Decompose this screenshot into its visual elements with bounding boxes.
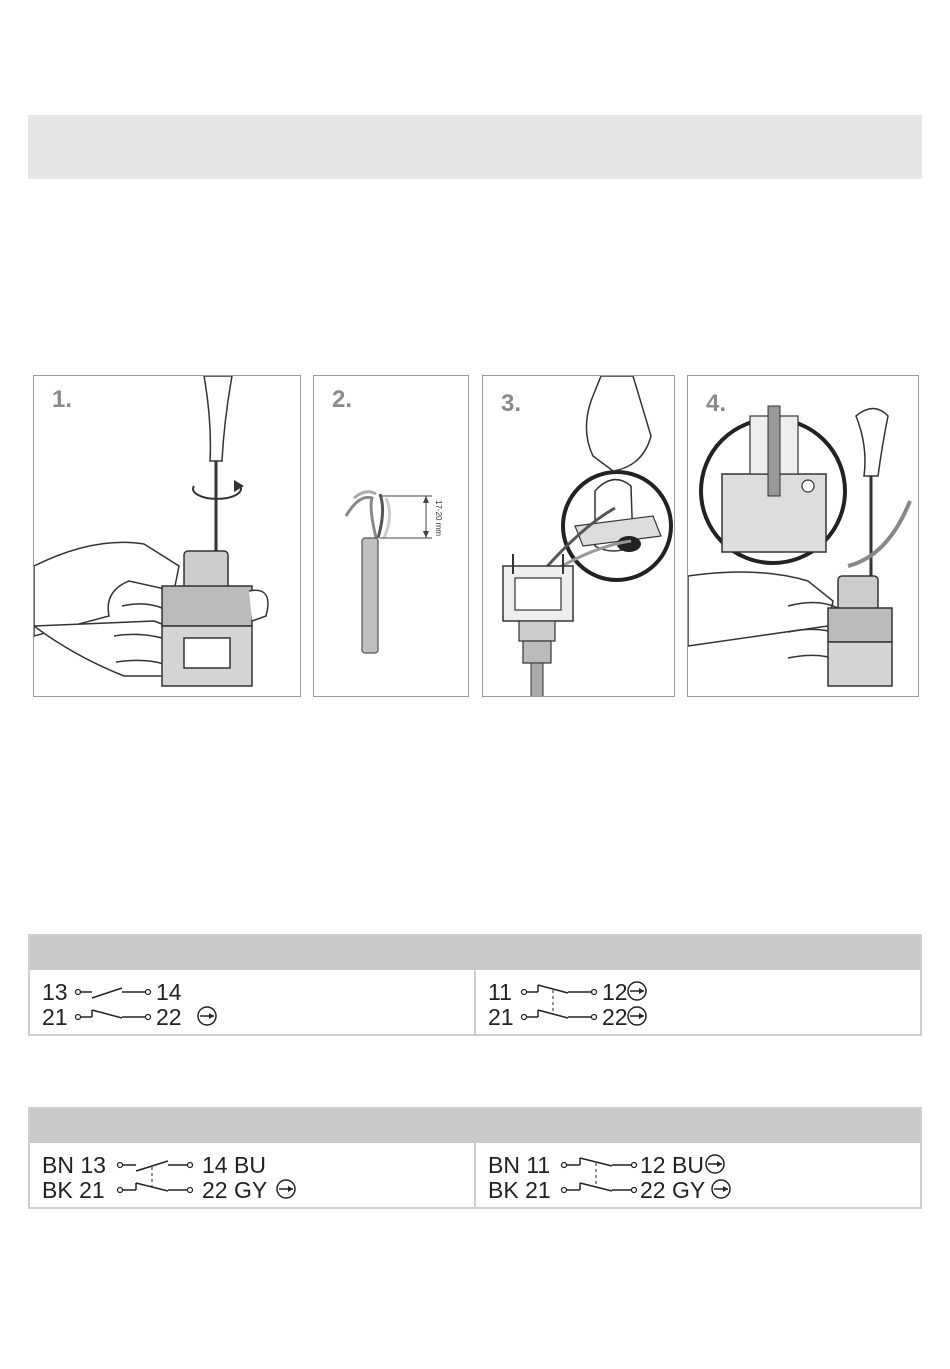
terminal-label: 12: [602, 979, 628, 1005]
step-number-2: 2.: [332, 386, 353, 413]
step-panel-4: [687, 375, 919, 697]
strip-length-label: 17-20 mm: [434, 500, 443, 537]
step-panel-1: [33, 375, 301, 697]
positive-opening-icon: [628, 982, 646, 1000]
illustration-tighten-gland: [688, 376, 919, 697]
positive-opening-icon: [198, 1007, 216, 1025]
wire-terminal-label: 22 GY: [640, 1177, 706, 1203]
illustration-hand-screwdriver: [34, 376, 301, 697]
positive-opening-icon: [712, 1180, 730, 1198]
contact-table-terminals: [28, 934, 922, 1036]
terminal-label: 11: [488, 979, 512, 1005]
section-header-bar: [28, 115, 922, 179]
terminal-label: 22: [602, 1004, 628, 1030]
illustration-connect-wires: [483, 376, 675, 697]
contact-diagram-nc-no: [30, 970, 474, 1034]
terminal-label: 13: [42, 979, 68, 1005]
illustration-stripped-cable: [314, 376, 469, 697]
contact-diagram-nc-nc: [474, 970, 920, 1034]
wire-terminal-label: 14 BU: [202, 1152, 266, 1178]
wire-terminal-label: BK 21: [488, 1177, 551, 1203]
positive-opening-icon: [628, 1007, 646, 1025]
positive-opening-icon: [706, 1155, 724, 1173]
terminal-label: 14: [156, 979, 182, 1005]
terminal-label: 21: [42, 1004, 68, 1030]
step-number-1: 1.: [52, 386, 73, 413]
wire-terminal-label: BN 11: [488, 1152, 551, 1178]
step-number-4: 4.: [706, 390, 727, 417]
step-panel-2: [313, 375, 469, 697]
table-header-bar: [30, 1109, 920, 1143]
positive-opening-icon: [277, 1180, 295, 1198]
wire-terminal-label: 22 GY: [202, 1177, 268, 1203]
step-number-3: 3.: [501, 390, 522, 417]
wire-terminal-label: 12 BU: [640, 1152, 704, 1178]
wired-diagram-nc-nc: [474, 1143, 920, 1207]
wire-terminal-label: BN 13: [42, 1152, 106, 1178]
terminal-label: 21: [488, 1004, 514, 1030]
terminal-label: 22: [156, 1004, 182, 1030]
wire-terminal-label: BK 21: [42, 1177, 105, 1203]
table-header-bar: [30, 936, 920, 970]
step-panel-3: [482, 375, 675, 697]
wired-diagram-nc-no: [30, 1143, 474, 1207]
contact-table-wire-colors: [28, 1107, 922, 1209]
